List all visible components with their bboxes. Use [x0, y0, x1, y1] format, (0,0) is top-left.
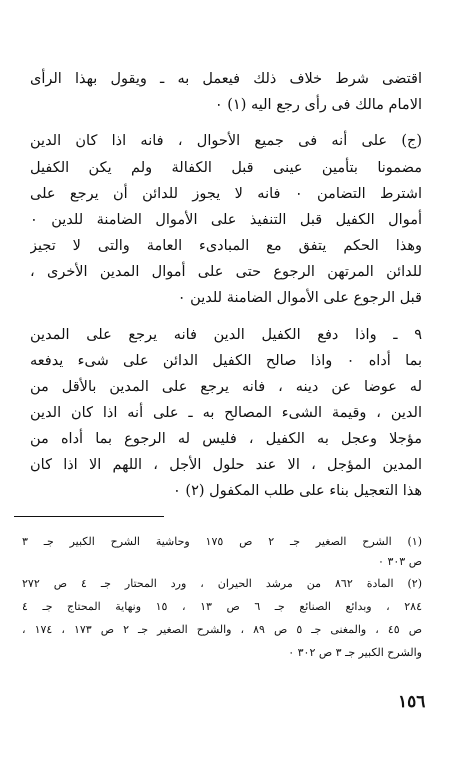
footnote-line: ٢٨٤ ، وبدائع الصنائع جـ ٦ ص ١٣ ، ١٥ ونهاية المحتاج جـ ٤ — [22, 600, 422, 613]
text-line: له عوضا عن دينه ، فانه يرجع على المدين بالأقل من — [30, 379, 422, 395]
text-line: هذا التعجيل بناء على طلب المكفول (٢) ٠ — [173, 483, 422, 499]
footnote-line: والشرح الكبير جـ ٣ ص ٣٠٢ ٠ — [288, 646, 422, 659]
footnote-line: (١) الشرح الصغير جـ ٢ ص ١٧٥ وحاشية الشرح الكبير جـ ٣ — [22, 535, 422, 548]
footnote-separator — [14, 516, 164, 517]
text-line: الدين ، وقيمة الشىء المصالح به ـ على أنه اذا كان الدين — [30, 405, 422, 421]
page-number: ١٥٦ — [398, 692, 426, 712]
footnote-line: ص ٤٥ ، والمغنى جـ ٥ ص ٨٩ ، والشرح الصغير جـ ٢ ص ١٧٣ ، ١٧٤ ، — [22, 623, 422, 636]
text-line: للدائن المرتهن الرجوع حتى على أموال المدين الأخرى ، — [30, 264, 422, 280]
text-line: اشترط التضامن ٠ فانه لا يجوز للدائن أن يرجع على — [30, 186, 422, 202]
footnote-line: (٢) المادة ٨٦٢ من مرشد الحيران ، ورد المحتار جـ ٤ ص ٢٧٢ — [22, 577, 422, 590]
text-line: مضمونا بتأمين عينى قبل الكفالة ولم يكن الكفيل — [30, 160, 422, 176]
text-line: (ج) على أنه فى جميع الأحوال ، فانه اذا كان الدين — [30, 133, 422, 149]
text-line: ٩ ـ واذا دفع الكفيل الدين فانه يرجع على المدين — [30, 327, 422, 343]
text-line: وهذا الحكم يتفق مع المبادىء العامة والتى لا تجيز — [30, 238, 422, 254]
text-line: اقتضى شرط خلاف ذلك فيعمل به ـ ويقول بهذا الرأى — [30, 71, 422, 87]
footnote-line: ص ٣٠٣ ٠ — [378, 555, 422, 568]
text-line: مؤجلا وعجل به الكفيل ، فليس له الرجوع بما أداه من — [30, 431, 422, 447]
text-line: قبل الرجوع على الأموال الضامنة للدين ٠ — [177, 290, 422, 306]
text-line: الامام مالك فى رأى رجع اليه (١) ٠ — [214, 97, 422, 113]
text-line: بما أداه ٠ واذا صالح الكفيل الدائن على شىء يدفعه — [30, 353, 422, 369]
text-line: المدين المؤجل ، الا عند حلول الأجل ، اللهم الا اذا كان — [30, 457, 422, 473]
text-line: أموال الكفيل قبل التنفيذ على الأموال الضامنة للدين ٠ — [30, 212, 422, 228]
